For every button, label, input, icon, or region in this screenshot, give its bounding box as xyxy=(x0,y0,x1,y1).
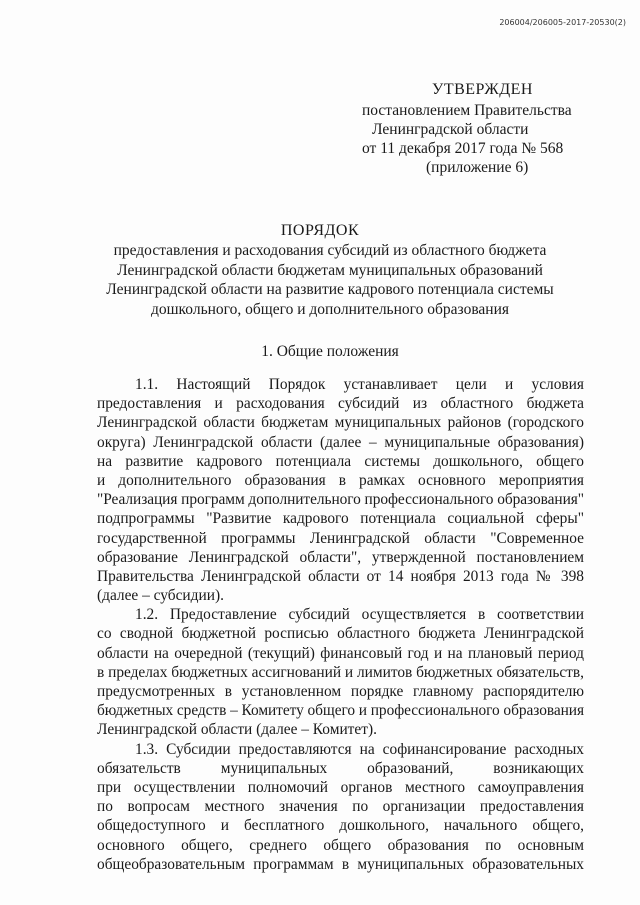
approval-title: УТВЕРЖДЕН xyxy=(432,81,533,98)
body-line: 1.3. Субсидии предоставляются на софинансирование расходных xyxy=(135,740,584,758)
subtitle-line: дошкольного, общего и дополнительного образования xyxy=(150,300,510,318)
subtitle-line: Ленинградской области бюджетам муниципальных образований xyxy=(117,261,543,279)
body-line: Правительства Ленинградской области от 14 ноября 2013 года № 398 xyxy=(97,567,584,585)
body-line: предоставления и расходования субсидий из областного бюджета xyxy=(97,395,584,413)
approval-stamp-block xyxy=(362,80,612,177)
body-line: на развитие кадрового потенциала системы дошкольного, общего xyxy=(97,452,584,470)
body-line: обязательств муниципальных образований, возникающих xyxy=(97,759,584,777)
body-line: в пределах бюджетных ассигнований и лимитов бюджетных обязательств, xyxy=(97,663,584,681)
body-line: со сводной бюджетной росписью областного бюджета Ленинградской xyxy=(97,625,584,643)
body-line: предусмотренных в установленном порядке главному распорядителю xyxy=(97,683,584,700)
body-line: и дополнительного образования в рамках основного мероприятия xyxy=(97,471,584,489)
subtitle-line: Ленинградской области на развитие кадрового потенциала системы xyxy=(106,281,554,298)
body-line: общедоступного и бесплатного дошкольного, начального общего, xyxy=(97,817,584,835)
body-line: округа) Ленинградской области (далее – муниципальные образования) xyxy=(97,433,584,451)
approval-line-1: постановлением Правительства xyxy=(362,102,572,119)
body-line: Ленинградской области бюджетам муниципальных районов (городского xyxy=(97,414,584,432)
approval-line-2: Ленинградской области xyxy=(372,121,529,138)
body-line: образование Ленинградской области", утвержденной постановлением xyxy=(97,548,584,566)
document-body xyxy=(97,375,584,874)
body-line: общеобразовательным программам в муниципальных образовательных xyxy=(97,855,584,873)
section-heading: 1. Общие положения xyxy=(261,343,399,360)
document-registration-code: 206004/206005-2017-20530(2) xyxy=(499,18,626,27)
body-line: по вопросам местного значения по организации предоставления xyxy=(97,798,584,816)
body-line: государственной программы Ленинградской области "Современное xyxy=(97,529,584,547)
approval-line-3: от 11 декабря 2017 года № 568 xyxy=(362,140,564,157)
body-line: при осуществлении полномочий органов местного самоуправления xyxy=(97,778,584,796)
body-line: бюджетных средств – Комитету общего и профессионального образования xyxy=(97,702,584,720)
approval-line-4: (приложение 6) xyxy=(426,159,529,176)
body-line: области на очередной (текущий) финансовый год и на плановый период xyxy=(97,644,584,662)
subtitle-line: предоставления и расходования субсидий из областного бюджета xyxy=(113,242,547,259)
body-line: подпрограммы "Развитие кадрового потенциала социальной сферы" xyxy=(97,510,584,528)
body-line: "Реализация программ дополнительного профессионального образования" xyxy=(97,491,584,509)
body-line: 1.2. Предоставление субсидий осуществляется в соответствии xyxy=(135,606,584,624)
document-title: ПОРЯДОК xyxy=(280,222,360,239)
body-line: 1.1. Настоящий Порядок устанавливает цели и условия xyxy=(135,376,584,393)
body-line: Ленинградской области (далее – Комитет). xyxy=(97,721,377,739)
body-line: (далее – субсидии). xyxy=(97,587,224,605)
body-line: основного общего, среднего общего образования по основным xyxy=(97,836,584,854)
document-subtitle xyxy=(100,241,560,319)
